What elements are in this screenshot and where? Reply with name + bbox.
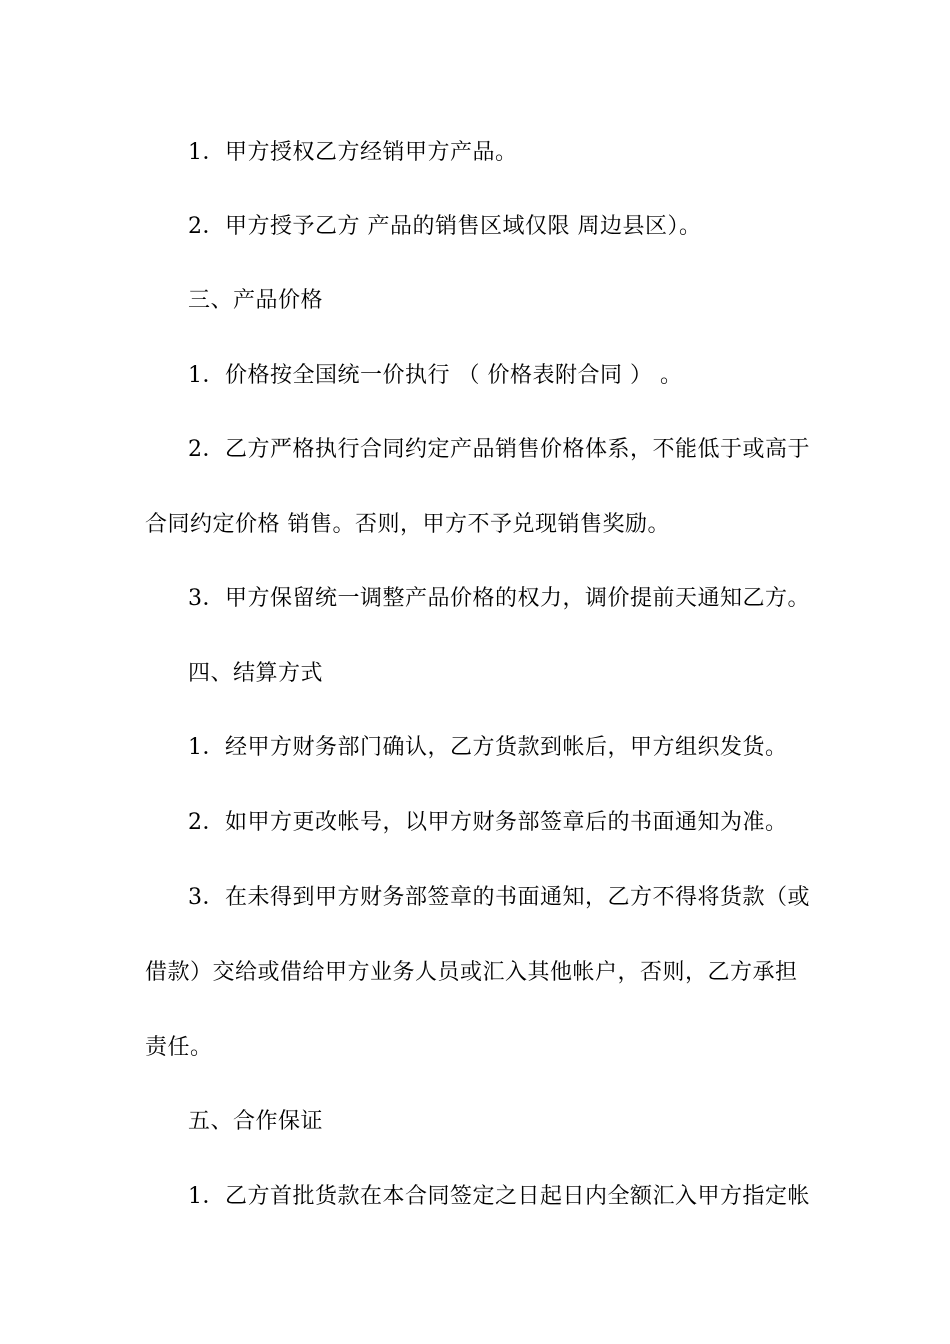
clause-payment-restriction: 3．在未得到甲方财务部签章的书面通知，乙方不得将货款（或 <box>188 885 810 910</box>
clause-first-payment: 1．乙方首批货款在本合同签定之日起日内全额汇入甲方指定帐 <box>188 1184 810 1209</box>
section-heading-cooperation: 五、合作保证 <box>188 1109 324 1134</box>
clause-price-system-continued: 合同约定价格 销售。否则，甲方不予兑现销售奖励。 <box>145 512 670 537</box>
clause-price-unified: 1．价格按全国统一价执行 （ 价格表附合同 ） 。 <box>188 363 683 388</box>
clause-payment-restriction-end: 责任。 <box>145 1035 213 1060</box>
clause-price-system: 2．乙方严格执行合同约定产品销售价格体系，不能低于或高于 <box>188 437 810 462</box>
clause-settlement-confirmation: 1．经甲方财务部门确认，乙方货款到帐后，甲方组织发货。 <box>188 735 788 760</box>
clause-sales-region: 2．甲方授予乙方 产品的销售区域仅限 周边县区）。 <box>188 214 702 239</box>
clause-authorization: 1．甲方授权乙方经销甲方产品。 <box>188 140 518 165</box>
clause-payment-restriction-continued: 借款）交给或借给甲方业务人员或汇入其他帐户，否则，乙方承担 <box>145 960 798 985</box>
section-heading-settlement: 四、结算方式 <box>188 661 324 686</box>
clause-price-adjustment: 3．甲方保留统一调整产品价格的权力，调价提前天通知乙方。 <box>188 586 810 611</box>
section-heading-price: 三、产品价格 <box>188 288 324 313</box>
clause-account-change: 2．如甲方更改帐号，以甲方财务部签章后的书面通知为准。 <box>188 810 788 835</box>
